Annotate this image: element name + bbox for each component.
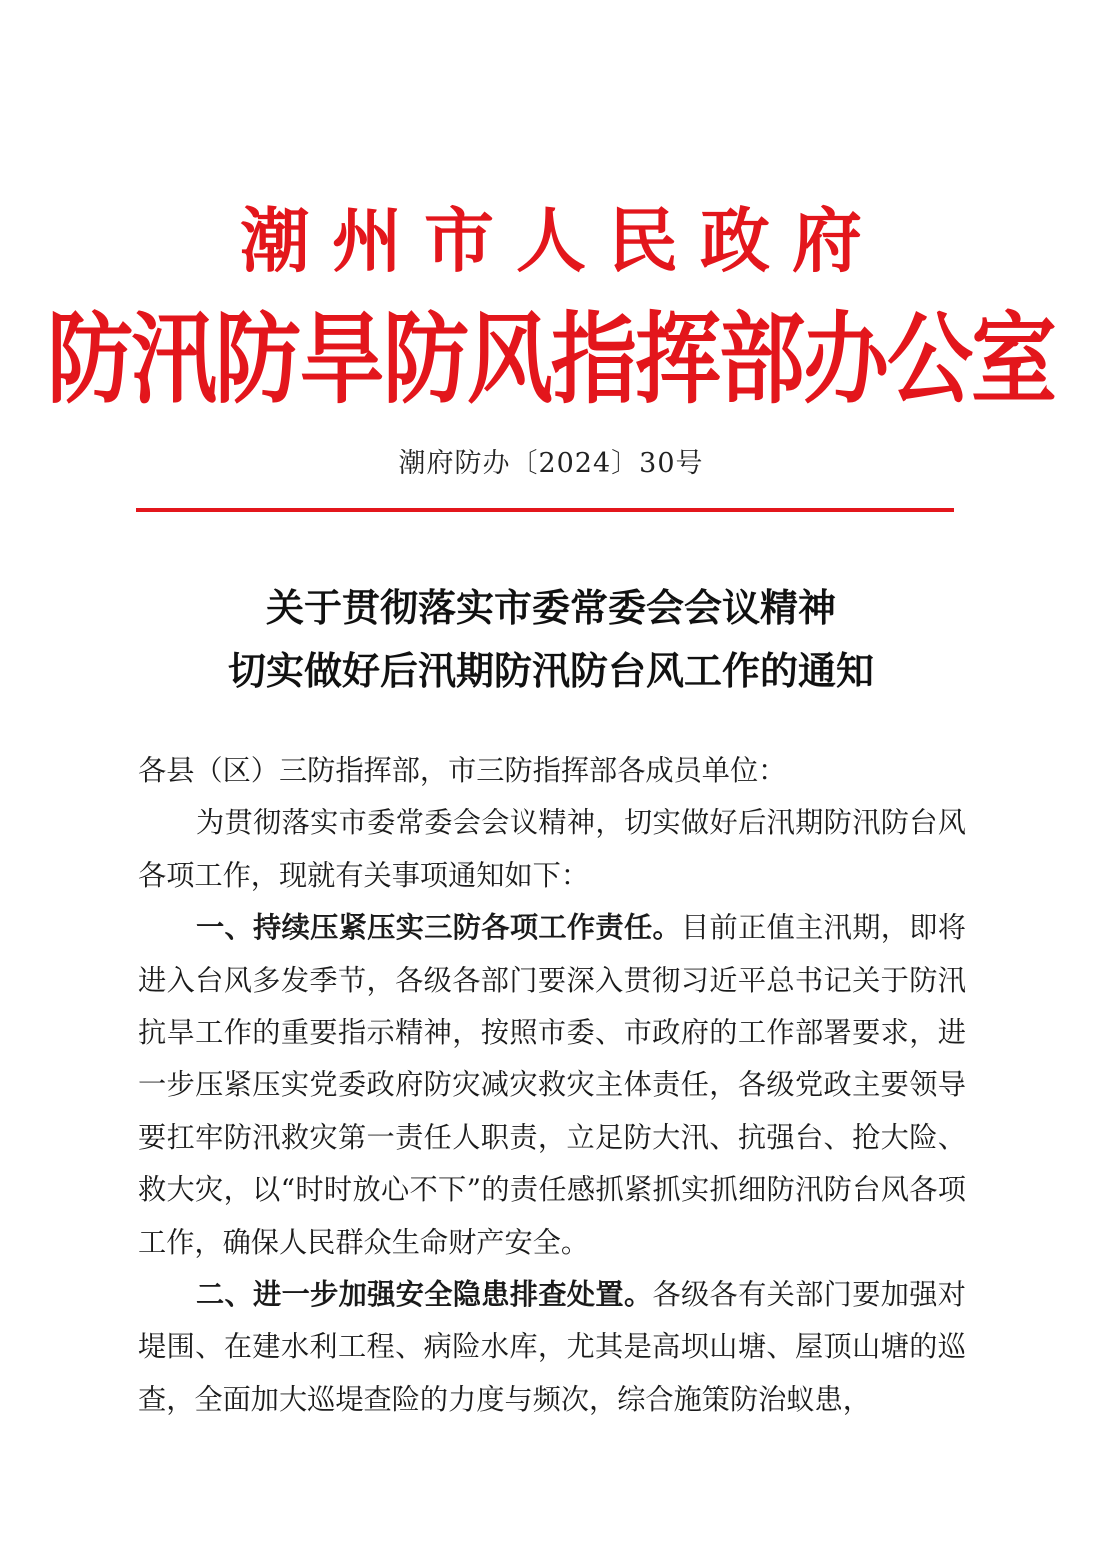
issuing-authority-line1: 潮州市人民政府 (240, 200, 884, 282)
document-title-line1: 关于贯彻落实市委常委会会议精神 (265, 586, 836, 630)
document-number: 潮府防办〔2024〕30号 (398, 448, 704, 479)
red-divider-line (136, 508, 954, 512)
section-2-text: 各级各有关部门要加强对堤围、在建水利工程、病险水库，尤其是高坝山塘、屋顶山塘的巡查，全面加大巡堤查险的力度与频次，综合施策防治蚁患， (138, 1278, 966, 1416)
section-2-paragraph (138, 1269, 966, 1426)
document-title-line2: 切实做好后汛期防汛防台风工作的通知 (227, 649, 874, 693)
section-1-heading: 一、持续压紧压实三防各项工作责任。 (196, 911, 682, 945)
document-body (138, 745, 966, 1426)
salutation: 各县（区）三防指挥部，市三防指挥部各成员单位： (138, 754, 787, 787)
issuing-authority-line2: 防汛防旱防风指挥部办公室 (47, 302, 1055, 418)
intro-paragraph: 为贯彻落实市委常委会会议精神，切实做好后汛期防汛防台风各项工作，现就有关事项通知如下： (138, 806, 966, 892)
section-1-paragraph (138, 902, 966, 1269)
section-1-text: 目前正值主汛期，即将进入台风多发季节，各级各部门要深入贯彻习近平总书记关于防汛抗旱工作的重要指示精神，按照市委、市政府的工作部署要求，进一步压紧压实党委政府防灾减灾救灾主体责任，各级党政主要领导要扛牢防汛救灾第一责任人职责，立足防大汛、抗强台、抢大险、救大灾，以“时时放心不下”的责任感抓紧抓实抓细防汛防台风各项工作，确保人民群众生命财产安全。 (138, 911, 966, 1259)
section-2-heading: 二、进一步加强安全隐患排查处置。 (196, 1278, 653, 1312)
